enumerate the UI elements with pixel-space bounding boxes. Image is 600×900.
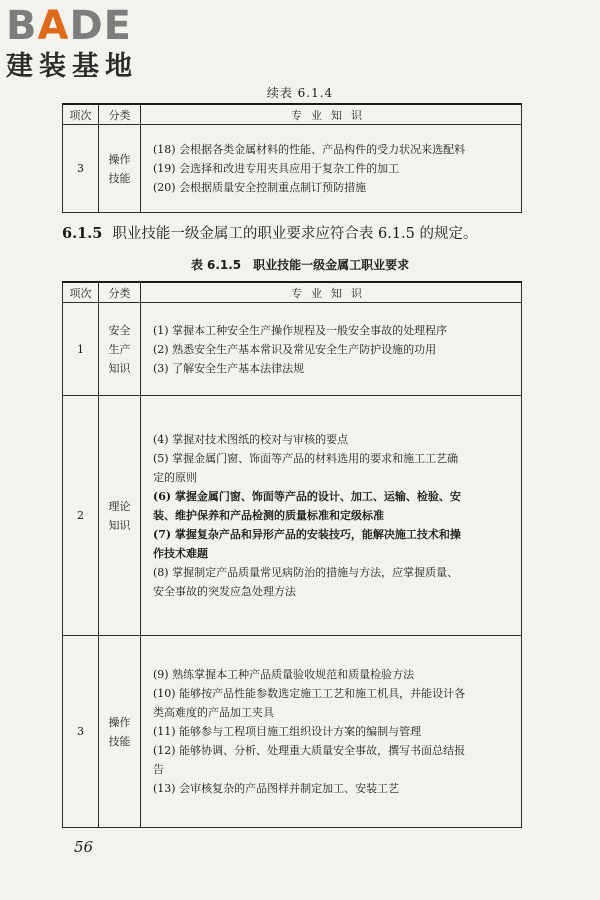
header-knowledge: 专业知识 (141, 282, 522, 303)
row-category: 理论 知识 (99, 396, 141, 636)
section-text: 职业技能一级金属工的职业要求应符合表 6.1.5 的规定。 (112, 226, 478, 242)
table-row (63, 303, 522, 396)
list-item: 作技术难题 (153, 547, 208, 560)
page-number: 56 (74, 838, 94, 856)
list-item: (8) 掌握制定产品质量常见病防治的措施与方法，应掌握质量、 (153, 566, 459, 579)
list-item: (11) 能够参与工程项目施工组织设计方案的编制与管理 (153, 725, 422, 738)
list-item: (1) 掌握本工种安全生产操作规程及一般安全事故的处理程序 (153, 323, 448, 337)
row-category: 操作 技能 (99, 636, 141, 828)
list-item: (3) 了解安全生产基本法律法规 (153, 361, 305, 375)
header-num: 项次 (63, 104, 99, 125)
row-num: 1 (63, 303, 99, 396)
list-item: (19) 会选择和改进专用夹具应用于复杂工件的加工 (153, 162, 400, 175)
header-category: 分类 (99, 282, 141, 303)
list-item: 安全事故的突发应急处理方法 (153, 585, 296, 598)
list-item: (2) 熟悉安全生产基本常识及常见安全生产防护设施的功用 (153, 342, 437, 356)
list-item: (6) 掌握金属门窗、饰面等产品的设计、加工、运输、检验、安 (153, 490, 461, 503)
list-item: 告 (153, 763, 164, 776)
list-item: (10) 能够按产品性能参数选定施工工艺和施工机具，并能设计各 (153, 687, 466, 700)
list-item: 类高难度的产品加工夹具 (153, 706, 274, 719)
continued-table (62, 103, 522, 213)
row-num: 2 (63, 396, 99, 636)
row-items (141, 125, 522, 213)
section-number: 6.1.5 (62, 225, 103, 242)
list-item: (4) 掌握对技术图纸的校对与审核的要点 (153, 433, 349, 446)
header-knowledge: 专业知识 (141, 104, 522, 125)
list-item: (18) 会根据各类金属材料的性能、产品构件的受力状况来选配料 (153, 143, 466, 156)
table-header-row (63, 104, 522, 125)
logo-chinese-name: 建装基地 (6, 51, 138, 82)
list-item: (13) 会审核复杂的产品图样并制定加工、安装工艺 (153, 782, 400, 795)
row-category: 操作 技能 (99, 125, 141, 213)
list-item: (5) 掌握金属门窗、饰面等产品的材料选用的要求和施工工艺确 (153, 452, 459, 465)
table-row (63, 396, 522, 636)
table-header-row (63, 282, 522, 303)
list-item: 定的原则 (153, 471, 197, 484)
row-num: 3 (63, 636, 99, 828)
section-heading (62, 222, 532, 243)
requirements-table (62, 281, 522, 828)
table-row (63, 636, 522, 828)
header-num: 项次 (63, 282, 99, 303)
list-item: (12) 能够协调、分析、处理重大质量安全事故，撰写书面总结报 (153, 744, 466, 757)
table-caption: 表 6.1.5 职业技能一级金属工职业要求 (190, 258, 410, 272)
table-continued-caption: 续表 6.1.4 (266, 86, 334, 100)
row-items (141, 303, 522, 396)
bade-logo (6, 4, 176, 88)
row-category: 安全 生产 知识 (99, 303, 141, 396)
list-item: (9) 熟练掌握本工种产品质量验收规范和质量检验方法 (153, 668, 415, 681)
row-items (141, 396, 522, 636)
row-items (141, 636, 522, 828)
logo-wordmark: BADE (6, 3, 132, 49)
list-item: 装、维护保养和产品检测的质量标准和定级标准 (153, 509, 384, 522)
list-item: (7) 掌握复杂产品和异形产品的安装技巧，能解决施工技术和操 (153, 528, 461, 541)
table-row (63, 125, 522, 213)
row-num: 3 (63, 125, 99, 213)
list-item: (20) 会根据质量安全控制重点制订预防措施 (153, 181, 367, 194)
header-category: 分类 (99, 104, 141, 125)
